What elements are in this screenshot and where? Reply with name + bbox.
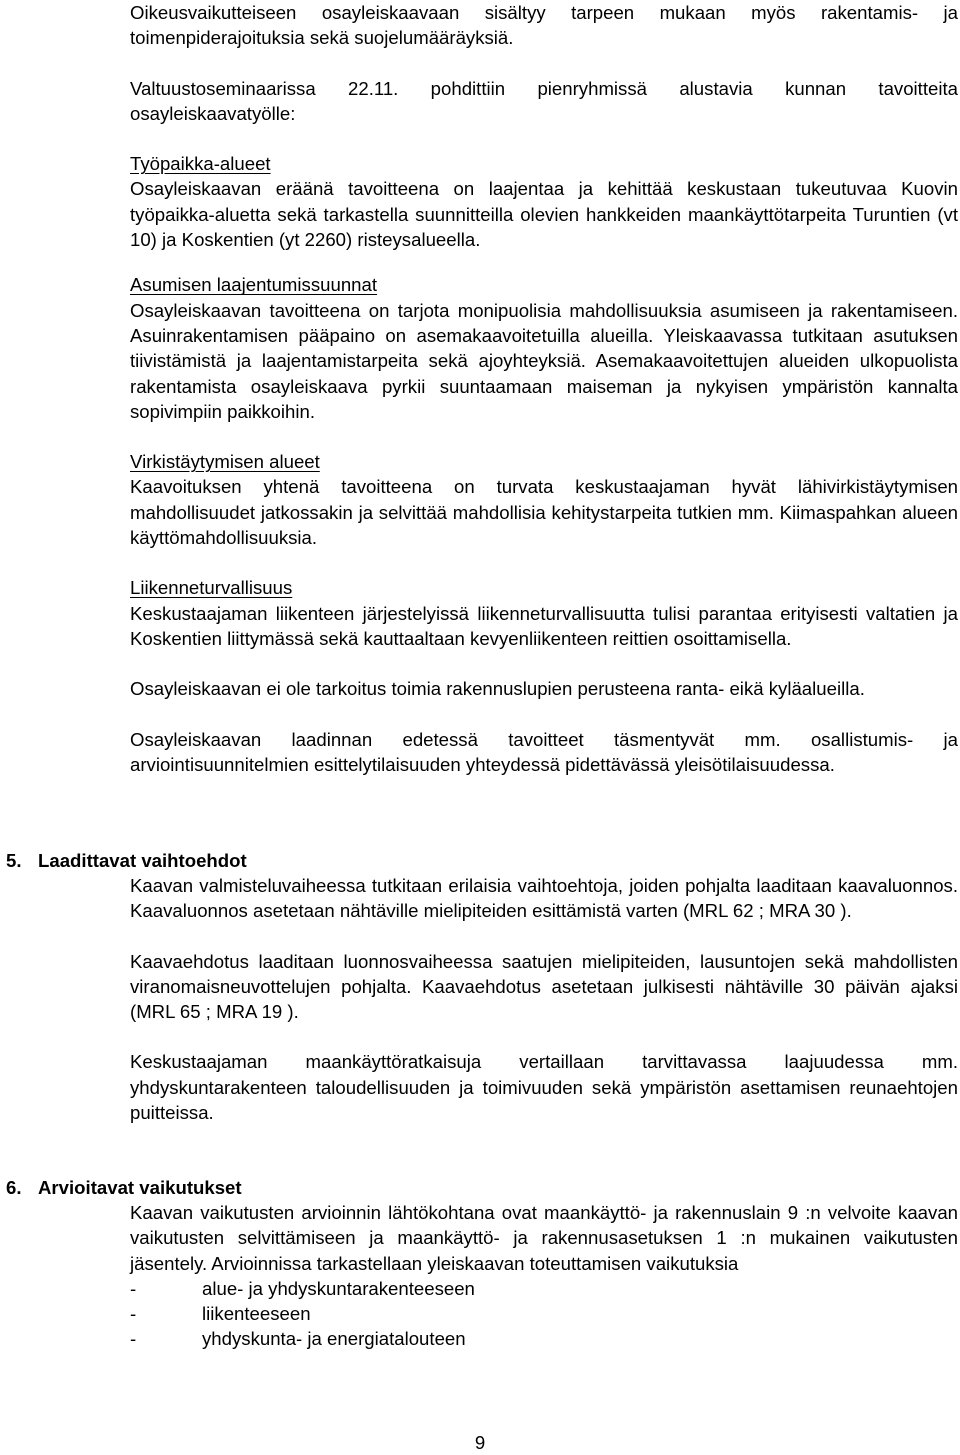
note-paragraph-1: Osayleiskaavan ei ole tarkoitus toimia rakennuslupien perusteena ranta- eikä kyläalueilla. xyxy=(130,678,865,700)
list-item xyxy=(130,1276,958,1301)
liikenne-paragraph: Keskustaajaman liikenteen järjestelyissä liikenneturvallisuutta tulisi parantaa erityisesti valtatien ja Koskentien liittymässä sekä kauttaaltaan kevyenliikenteen reittien osoittamisella. xyxy=(130,602,958,649)
list-item xyxy=(130,1326,958,1351)
section-5-paragraph-2: Kaavaehdotus laaditaan luonnosvaiheessa saatujen mielipiteiden, lausuntojen sekä mahdollisten viranomaisneuvottelujen pohjalta. Kaavaehdotus asetetaan julkisesti nähtäville 30 päivän ajaksi (MRL 65 ; MRA 19 ). xyxy=(130,950,958,1023)
intro-paragraph: Oikeusvaikutteiseen osayleiskaavaan sisältyy tarpeen mukaan myös rakentamis- ja toimenpiderajoituksia sekä suojelumääräyksiä. xyxy=(130,2,958,49)
page-number: 9 xyxy=(474,1432,486,1453)
virkistys-paragraph: Kaavoituksen yhtenä tavoitteena on turvata keskustaajaman hyvät lähivirkistäytymisen mahdollisuudet jatkossakin ja selvittää mahdollisia kehitystarpeita tutkien mm. Kiimaspahkan alueen käyttömahdollisuuksia. xyxy=(130,476,958,549)
list-item-text: alue- ja yhdyskuntarakenteeseen xyxy=(202,1277,475,1299)
list-item-text: yhdyskunta- ja energiatalouteen xyxy=(202,1328,466,1350)
tyopaikka-paragraph: Osayleiskaavan eräänä tavoitteena on laajentaa ja kehittää keskustaan tukeutuvaa Kuovin työpaikka-aluetta sekä tarkastella suunnitteilla olevien hankkeiden maankäyttötarpeita Turuntien (vt 10) ja Koskentien (yt 2260) risteysalueella. xyxy=(130,178,958,251)
section-5-title: Laadittavat vaihtoehdot xyxy=(38,850,247,871)
subheading-asuminen: Asumisen laajentumissuunnat xyxy=(130,274,378,296)
asuminen-paragraph: Osayleiskaavan tavoitteena on tarjota monipuolisia mahdollisuuksia asumiseen ja rakentamiseen. Asuinrakentamisen pääpaino on asemakaavoitetuilla alueilla. Yleiskaavassa tutkitaan asutuksen tiivistämistä ja laajentamistarpeita sekä ajoyhteyksiä. Asemakaavoitettujen alueiden ulkopuolista rakentamista osayleiskaava pyrkii suuntaamaan maiseman ja nykyisen ympäristön kannalta sopivimpiin paikkoihin. xyxy=(130,299,958,422)
section-5-content xyxy=(130,873,958,1125)
list-dash: - xyxy=(130,1328,137,1350)
list-item xyxy=(130,1301,958,1326)
list-item-text: liikenteeseen xyxy=(202,1303,311,1325)
section-6-heading xyxy=(6,1175,242,1200)
section-5-paragraph-3: Keskustaajaman maankäyttöratkaisuja vertaillaan tarvittavassa laajuudessa mm. yhdyskuntarakenteen taloudellisuuden ja toimivuuden sekä ympäristön asettamisen reunaehtojen puitteissa. xyxy=(130,1051,958,1124)
note-paragraph-2: Osayleiskaavan laadinnan edetessä tavoitteet täsmentyvät mm. osallistumis- ja arviointisuunnitelmien esittelytilaisuuden yhteydessä pidettävässä yleisötilaisuudessa. xyxy=(130,728,958,775)
subheading-liikenne: Liikenneturvallisuus xyxy=(130,577,293,599)
section-5-heading xyxy=(6,848,247,873)
section-6-title: Arvioitavat vaikutukset xyxy=(38,1177,242,1198)
list-dash: - xyxy=(130,1277,137,1299)
section-6-content xyxy=(130,1200,958,1352)
subheading-tyopaikka: Työpaikka-alueet xyxy=(130,153,271,175)
list-dash: - xyxy=(130,1303,137,1325)
seminar-paragraph: Valtuustoseminaarissa 22.11. pohdittiin pienryhmissä alustavia kunnan tavoitteita osayleiskaavatyölle: xyxy=(130,77,958,124)
subheading-virkistys: Virkistäytymisen alueet xyxy=(130,451,320,473)
section-6-paragraph: Kaavan vaikutusten arvioinnin lähtökohtana ovat maankäyttö- ja rakennuslain 9 :n velvoite kaavan vaikutusten selvittämiseen ja maankäyttö- ja rakennusasetuksen 1 :n mukainen vaikutusten jäsentely. Arvioinnissa tarkastellaan yleiskaavan toteuttamisen vaikutuksia xyxy=(130,1202,958,1274)
impact-list xyxy=(130,1276,958,1352)
section-5-number: 5. xyxy=(6,850,22,871)
page-content xyxy=(130,0,958,777)
section-5-paragraph-1: Kaavan valmisteluvaiheessa tutkitaan erilaisia vaihtoehtoja, joiden pohjalta laaditaan kaavaluonnos. Kaavaluonnos asetetaan nähtäville mielipiteiden esittämistä varten (MRL 62 ; MRA 30 ). xyxy=(130,875,958,922)
section-6-number: 6. xyxy=(6,1177,22,1198)
